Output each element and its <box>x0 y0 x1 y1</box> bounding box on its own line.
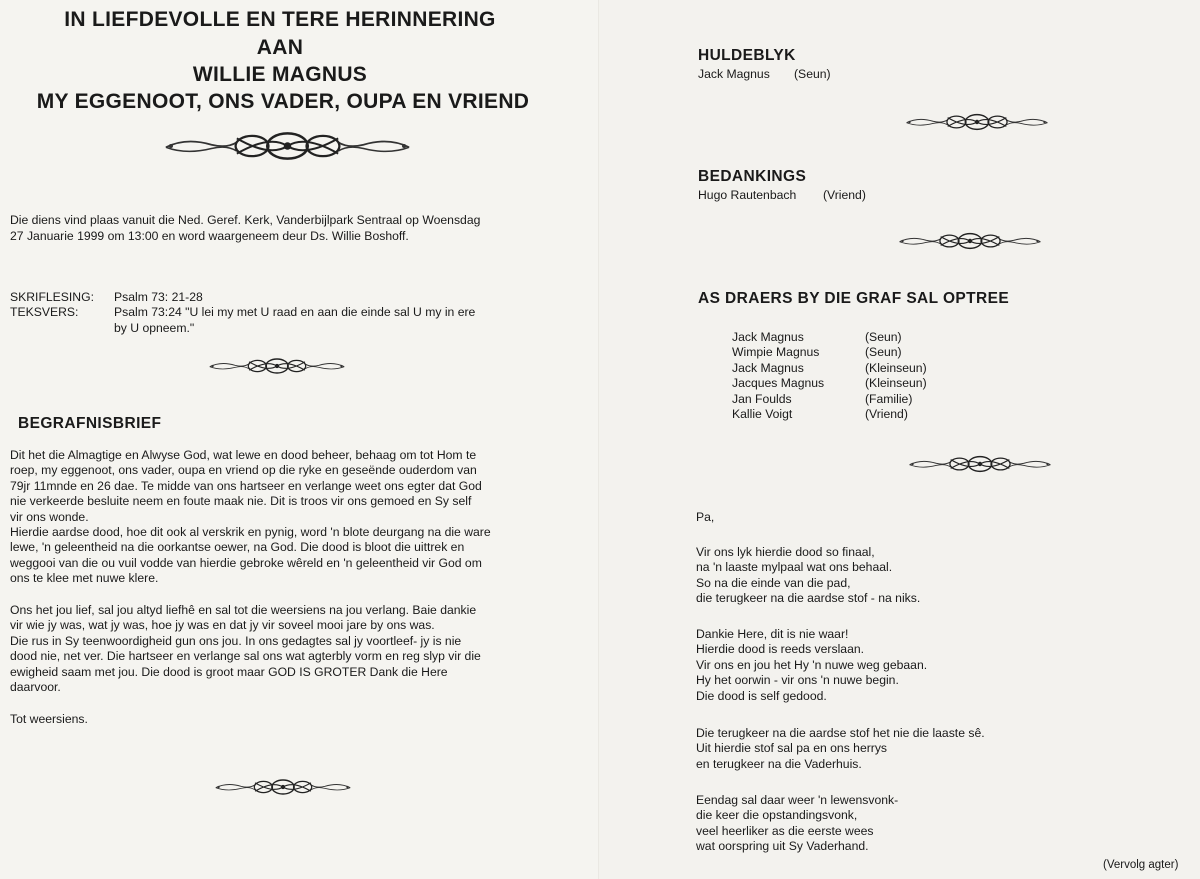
letter-line: vir wie jy was, wat jy was, hoe jy was en dat jy vir soveel mooi jare by ons was. <box>10 618 435 633</box>
poem-line: So na die einde van die pad, <box>696 575 851 590</box>
letter-line: roep, my eggenoot, ons vader, oupa en vriend op die ryke en geseënde ouderdom van <box>10 463 477 478</box>
letter-line: nie verkeerde besluite neem en foute maak nie. Dit is troos vir ons gemoed en Sy self <box>10 494 472 509</box>
draers-roles <box>865 330 927 422</box>
scroll-ornament-icon <box>895 230 1045 252</box>
letter-line: ewigheid saam met jou. Die dood is groot maar GOD IS GROTER Dank die Here <box>10 664 448 679</box>
letter-paragraph-2 <box>10 603 481 695</box>
draer-name: Wimpie Magnus <box>732 345 820 360</box>
poem-line: Hierdie dood is reeds verslaan. <box>696 642 865 657</box>
letter-line: lewe, 'n geleentheid na die oorkantse oewer, na God. Die dood is bloot die uittrek en <box>10 540 465 555</box>
continued-note: (Vervolg agter) <box>1103 859 1179 871</box>
section-title-begrafnisbrief: BEGRAFNISBRIEF <box>18 415 162 432</box>
draer-role: (Kleinseun) <box>865 360 927 375</box>
poem-line: Dankie Here, dit is nie waar! <box>696 627 849 641</box>
draer-name: Jan Foulds <box>732 391 792 406</box>
bedankings-name: Hugo Rautenbach <box>698 188 797 202</box>
draer-name: Jack Magnus <box>732 330 804 344</box>
poem-stanza-2 <box>696 627 927 704</box>
poem-line: Eendag sal daar weer 'n lewensvonk- <box>696 793 899 807</box>
scroll-ornament-icon <box>207 355 347 377</box>
poem-stanza-3 <box>696 726 985 772</box>
draer-role: (Seun) <box>865 345 902 360</box>
letter-line: Hierdie aardse dood, hoe dit ook al verskrik en pynig, word 'n blote deurgang na die ware <box>10 525 491 540</box>
section-title-draers: AS DRAERS BY DIE GRAF SAL OPTREE <box>698 290 1010 307</box>
scroll-ornament-icon <box>160 127 415 165</box>
heading-line-2: AAN <box>256 36 304 59</box>
huldeblyk-name: Jack Magnus <box>698 67 770 81</box>
poem-line: die keer die opstandingsvonk, <box>696 808 858 823</box>
poem-line: Die terugkeer na die aardse stof het nie die laaste sê. <box>696 726 985 740</box>
heading-line-1: IN LIEFDEVOLLE EN TERE HERINNERING <box>64 8 496 31</box>
draer-role: (Vriend) <box>865 407 908 422</box>
teksvers-value: Psalm 73:24 "U lei my met U raad en aan die einde sal U my in ere <box>114 305 476 319</box>
huldeblyk-role: (Seun) <box>794 67 831 81</box>
skriflesing-label: SKRIFLESING: <box>10 290 94 304</box>
draer-role: (Seun) <box>865 330 902 344</box>
letter-line: vir ons wonde. <box>10 509 89 524</box>
poem-line: veel heerliker as die eerste wees <box>696 823 874 838</box>
draer-role: (Kleinseun) <box>865 376 927 391</box>
bedankings-role: (Vriend) <box>823 188 866 202</box>
poem-line: Vir ons lyk hierdie dood so finaal, <box>696 545 875 559</box>
draer-role: (Familie) <box>865 391 913 406</box>
draer-name: Jacques Magnus <box>732 376 825 391</box>
scroll-ornament-icon <box>905 453 1055 475</box>
letter-line: Dit het die Almagtige en Alwyse God, wat lewe en dood beheer, behaag om tot Hom te <box>10 448 477 462</box>
poem-line: na 'n laaste mylpaal wat ons behaal. <box>696 560 893 575</box>
teksvers-continued: by U opneem." <box>114 321 195 335</box>
letter-line: ons te klee met nuwe klere. <box>10 571 159 586</box>
section-title-huldeblyk: HULDEBLYK <box>698 47 796 64</box>
poem-line: Die dood is self gedood. <box>696 688 827 703</box>
poem-line: Uit hierdie stof sal pa en ons herrys <box>696 741 888 756</box>
draer-name: Jack Magnus <box>732 360 804 375</box>
teksvers-label: TEKSVERS: <box>10 305 79 319</box>
poem-salutation: Pa, <box>696 510 715 524</box>
poem-line: en terugkeer na die Vaderhuis. <box>696 756 862 771</box>
letter-line: Ons het jou lief, sal jou altyd liefhê en sal tot die weersiens na jou verlang. Baie dankie <box>10 603 477 617</box>
poem-line: Hy het oorwin - vir ons 'n nuwe begin. <box>696 673 899 688</box>
letter-paragraph-1 <box>10 448 491 587</box>
closing-text: Tot weersiens. <box>10 712 88 726</box>
draers-names <box>732 330 824 422</box>
service-line-1: Die diens vind plaas vanuit die Ned. Geref. Kerk, Vanderbijlpark Sentraal op Woensdag <box>10 213 481 227</box>
letter-line: 79jr 11mnde en 26 dae. Te midde van ons hartseer en verlange weet ons egter dat God <box>10 478 482 493</box>
heading-line-4: MY EGGENOOT, ONS VADER, OUPA EN VRIEND <box>36 90 530 113</box>
poem-line: Vir ons en jou het Hy 'n nuwe weg gebaan. <box>696 657 928 672</box>
scroll-ornament-icon <box>902 111 1052 133</box>
poem-stanza-4 <box>696 793 898 855</box>
poem-line: die terugkeer na die aardse stof - na niks. <box>696 591 921 606</box>
scroll-ornament-icon <box>213 776 353 798</box>
letter-line: Die rus in Sy teenwoordigheid gun ons jou. In ons gedagtes sal jy voortleef- jy is nie <box>10 633 462 648</box>
service-line-2: 27 Januarie 1999 om 13:00 en word waargeneem deur Ds. Willie Boshoff. <box>10 229 409 243</box>
poem-line: wat oorspring uit Sy Vaderhand. <box>696 839 869 854</box>
right-page <box>600 0 1200 879</box>
letter-line: daarvoor. <box>10 680 61 695</box>
poem-stanza-1 <box>696 545 920 607</box>
skriflesing-value: Psalm 73: 21-28 <box>114 290 203 304</box>
draer-name: Kallie Voigt <box>732 407 793 422</box>
heading-name: WILLIE MAGNUS <box>192 63 368 86</box>
letter-line: dood nie, net ver. Die hartseer en verlange sal ons wat agterbly vorm en reg slyp vir die <box>10 649 481 664</box>
section-title-bedankings: BEDANKINGS <box>698 168 807 185</box>
letter-line: weggooi van die ou vuil vodde van hierdie gebroke wêreld en 'n geleentheid vir God om <box>10 555 482 570</box>
